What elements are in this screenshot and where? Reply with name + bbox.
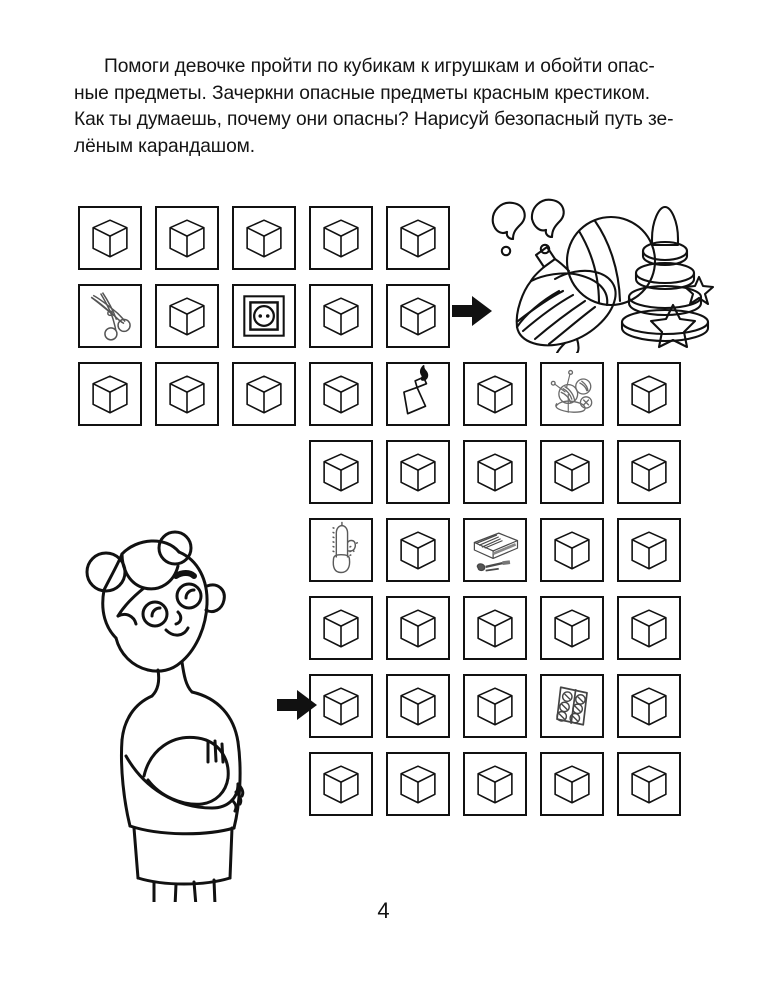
cube-icon: [234, 208, 294, 268]
grid-cell-cube[interactable]: [309, 440, 373, 504]
cube-icon: [388, 286, 448, 346]
cactus-icon: [311, 520, 371, 580]
cube-icon: [157, 208, 217, 268]
grid-cell-cube[interactable]: [309, 674, 373, 738]
grid-cell-cube[interactable]: [463, 674, 527, 738]
grid-cell-cube[interactable]: [309, 752, 373, 816]
cube-icon: [157, 364, 217, 424]
grid-cell-pills[interactable]: [540, 674, 604, 738]
arrow-start-icon: [277, 688, 317, 722]
grid-cell-lighter[interactable]: [386, 362, 450, 426]
power-socket-icon: [234, 286, 294, 346]
grid-cell-cube[interactable]: [617, 596, 681, 660]
grid-cell-cube[interactable]: [232, 206, 296, 270]
cube-icon: [465, 676, 525, 736]
grid-cell-cube[interactable]: [617, 752, 681, 816]
cube-icon: [619, 442, 679, 502]
grid-cell-cube[interactable]: [155, 362, 219, 426]
cube-icon: [542, 442, 602, 502]
cube-icon: [388, 598, 448, 658]
matchbox-icon: [465, 520, 525, 580]
grid-cell-cube[interactable]: [309, 284, 373, 348]
grid-cell-cube[interactable]: [540, 440, 604, 504]
lighter-icon: [388, 364, 448, 424]
instructions-line-1-text: Помоги девочке пройти по кубикам к игрушкам и обойти опас-: [104, 56, 655, 77]
cube-icon: [311, 364, 371, 424]
grid-cell-cube[interactable]: [155, 206, 219, 270]
cube-icon: [388, 442, 448, 502]
grid-cell-cube[interactable]: [386, 596, 450, 660]
cube-icon: [311, 598, 371, 658]
eye-right: [177, 584, 201, 608]
grid-cell-cube[interactable]: [617, 518, 681, 582]
grid-cell-cube[interactable]: [617, 674, 681, 738]
scissors-icon: [80, 286, 140, 346]
cube-icon: [388, 520, 448, 580]
cube-icon: [465, 364, 525, 424]
cube-icon: [311, 442, 371, 502]
cube-icon: [465, 598, 525, 658]
grid-cell-cube[interactable]: [309, 206, 373, 270]
toys-goal-illustration: [487, 193, 723, 353]
grid-cell-cube[interactable]: [540, 596, 604, 660]
grid-cell-cube[interactable]: [540, 518, 604, 582]
cube-icon: [542, 754, 602, 814]
cube-icon: [80, 364, 140, 424]
grid-cell-needles-and-buttons[interactable]: [540, 362, 604, 426]
grid-cell-cube[interactable]: [463, 362, 527, 426]
cube-icon: [619, 754, 679, 814]
grid-cell-cube[interactable]: [540, 752, 604, 816]
cube-icon: [619, 676, 679, 736]
grid-cell-cube[interactable]: [386, 284, 450, 348]
cube-icon: [619, 598, 679, 658]
cube-icon: [542, 520, 602, 580]
grid-cell-cube[interactable]: [463, 752, 527, 816]
cube-icon: [234, 364, 294, 424]
cube-icon: [388, 208, 448, 268]
grid-cell-cube[interactable]: [617, 440, 681, 504]
cube-icon: [388, 676, 448, 736]
cube-icon: [465, 754, 525, 814]
cube-icon: [311, 676, 371, 736]
instructions-line-2-text: ные предметы. Зачеркни опасные предметы красным крестиком.: [74, 82, 651, 104]
cube-icon: [311, 754, 371, 814]
cube-icon: [311, 286, 371, 346]
pills-icon: [542, 676, 602, 736]
girl-character-illustration: [82, 530, 284, 902]
eye-left: [143, 602, 167, 626]
ball-icon: [567, 217, 655, 305]
grid-cell-matchbox[interactable]: [463, 518, 527, 582]
cube-icon: [157, 286, 217, 346]
grid-cell-cube[interactable]: [386, 206, 450, 270]
cube-icon: [388, 754, 448, 814]
cube-icon: [80, 208, 140, 268]
grid-cell-cube[interactable]: [617, 362, 681, 426]
grid-cell-cube[interactable]: [463, 596, 527, 660]
grid-cell-power-socket[interactable]: [232, 284, 296, 348]
grid-cell-cactus[interactable]: [309, 518, 373, 582]
grid-cell-cube[interactable]: [386, 752, 450, 816]
grid-cell-cube[interactable]: [78, 362, 142, 426]
instructions-line-4-text: лёным карандашом.: [74, 135, 255, 157]
grid-cell-cube[interactable]: [386, 674, 450, 738]
cube-icon: [619, 520, 679, 580]
grid-cell-scissors[interactable]: [78, 284, 142, 348]
grid-cell-cube[interactable]: [463, 440, 527, 504]
grid-cell-cube[interactable]: [386, 518, 450, 582]
grid-cell-cube[interactable]: [232, 362, 296, 426]
cube-icon: [619, 364, 679, 424]
cube-icon: [465, 442, 525, 502]
instructions-line-3-text: Как ты думаешь, почему они опасны? Нарисуй безопасный путь зе-: [74, 109, 674, 130]
grid-cell-cube[interactable]: [386, 440, 450, 504]
grid-cell-cube[interactable]: [309, 596, 373, 660]
grid-cell-cube[interactable]: [155, 284, 219, 348]
arrow-finish-icon: [452, 294, 492, 328]
needles-and-buttons-icon: [542, 364, 602, 424]
grid-cell-cube[interactable]: [309, 362, 373, 426]
cube-icon: [542, 598, 602, 658]
page-number: 4: [377, 898, 390, 923]
cube-icon: [311, 208, 371, 268]
grid-cell-cube[interactable]: [78, 206, 142, 270]
question-marks-icon: [493, 200, 564, 255]
